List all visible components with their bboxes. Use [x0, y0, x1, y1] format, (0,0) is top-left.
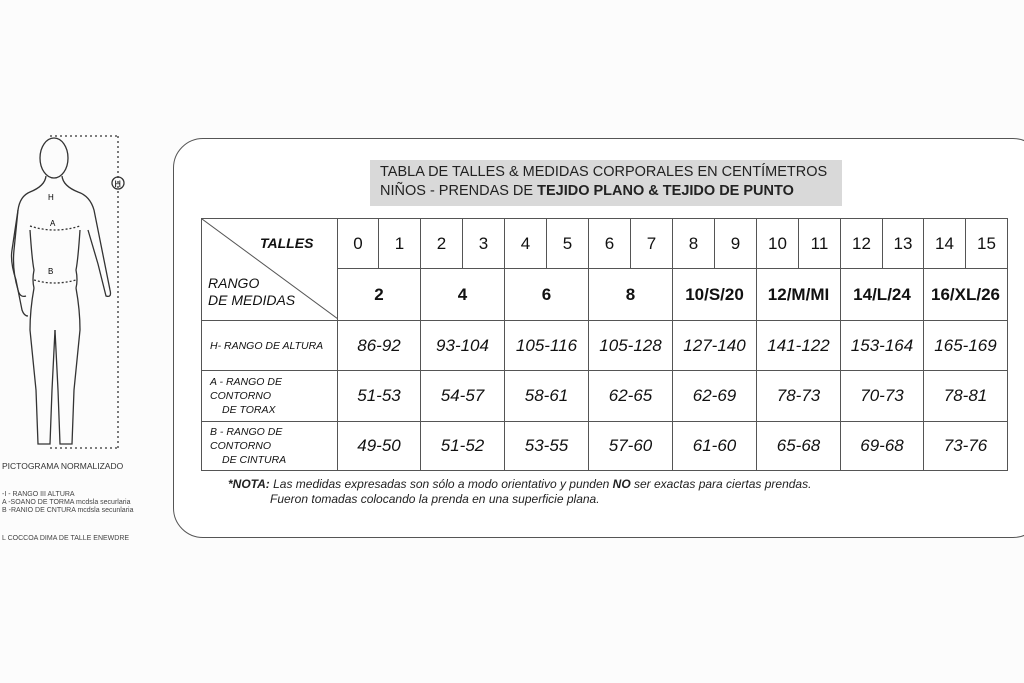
row-label-line-1: H- RANGO DE ALTURA — [210, 339, 324, 352]
size-cell: 12 — [841, 219, 883, 269]
footnote-line-1 — [228, 477, 811, 492]
title-line-2 — [380, 182, 842, 201]
value-cell: 93-104 — [421, 321, 505, 371]
table-row — [202, 321, 1008, 371]
note-text-a: Las medidas expresadas son sólo a modo orientativo y punden — [269, 477, 613, 491]
pictogram-caption: PICTOGRAMA NORMALIZADO — [2, 461, 124, 471]
value-cell: 51-52 — [421, 422, 505, 471]
size-cell: 15 — [966, 219, 1008, 269]
size-cell: 6 — [589, 219, 631, 269]
value-cell: 165-169 — [924, 321, 1008, 371]
row-label-line-2: DE CINTURA — [222, 454, 287, 466]
size-cell: 11 — [799, 219, 841, 269]
size-cell: 2 — [421, 219, 463, 269]
group-cell: 10/S/20 — [673, 269, 757, 321]
size-table — [201, 218, 1008, 471]
legend-item: -I - RANGO III ALTURA — [2, 491, 75, 498]
table-row — [202, 371, 1008, 422]
size-cell: 7 — [631, 219, 673, 269]
group-cell: 4 — [421, 269, 505, 321]
footnote-line-2: Fueron tomadas colocando la prenda en una superficie plana. — [270, 492, 600, 506]
legend-item: A -SOANO DE TORMA mcdsla securlaria — [2, 499, 131, 506]
pictogram-legend — [2, 491, 133, 515]
size-cell: 13 — [883, 219, 924, 269]
value-cell: 153-164 — [841, 321, 924, 371]
row-label — [202, 321, 338, 371]
marker-b: B — [48, 267, 54, 276]
legend-item: B -RANIO DE CNTURA mcdsla secunlaria — [2, 507, 134, 514]
height-marker: H — [114, 179, 121, 189]
note-text-b: ser exactas para ciertas prendas. — [630, 477, 812, 491]
rango-header-line-1: RANGO — [208, 275, 260, 291]
value-cell: 65-68 — [757, 422, 841, 471]
size-cell: 8 — [673, 219, 715, 269]
value-cell: 73-76 — [924, 422, 1008, 471]
value-cell: 53-55 — [505, 422, 589, 471]
group-cell: 8 — [589, 269, 673, 321]
table-row-talles — [202, 219, 1008, 269]
title-line-1: TABLA DE TALLES & MEDIDAS CORPORALES EN CENTÍMETROS — [380, 164, 828, 180]
size-cell: 10 — [757, 219, 799, 269]
group-cell: 2 — [338, 269, 421, 321]
row-label-line-1: A - RANGO DE CONTORNO — [210, 376, 282, 402]
size-cell: 14 — [924, 219, 966, 269]
value-cell: 61-60 — [673, 422, 757, 471]
row-label-line-2: DE TORAX — [222, 404, 276, 416]
legend-footnote: L COCCOA DIMA DE TALLE ENEWDRE — [2, 535, 130, 542]
body-pictogram — [0, 130, 150, 460]
row-label-line-1: B - RANGO DE CONTORNO — [210, 426, 283, 452]
size-cell: 0 — [338, 219, 379, 269]
table-row — [202, 422, 1008, 471]
value-cell: 127-140 — [673, 321, 757, 371]
footnote — [228, 477, 811, 507]
value-cell: 49-50 — [338, 422, 421, 471]
rango-header — [208, 275, 295, 309]
value-cell: 105-128 — [589, 321, 673, 371]
row-label — [202, 371, 338, 422]
value-cell: 62-65 — [589, 371, 673, 422]
value-cell: 51-53 — [338, 371, 421, 422]
size-cell: 4 — [505, 219, 547, 269]
value-cell: 69-68 — [841, 422, 924, 471]
corner-header-cell — [202, 219, 338, 321]
size-cell: 1 — [379, 219, 421, 269]
size-cell: 9 — [715, 219, 757, 269]
chart-title — [370, 160, 842, 206]
group-cell: 12/M/MI — [757, 269, 841, 321]
title-line-2-bold: TEJIDO PLANO & TEJIDO DE PUNTO — [537, 183, 794, 199]
title-line-2-prefix: NIÑOS - PRENDAS DE — [380, 183, 538, 199]
value-cell: 70-73 — [841, 371, 924, 422]
group-cell: 14/L/24 — [841, 269, 924, 321]
rango-header-line-2: DE MEDIDAS — [208, 292, 296, 308]
value-cell: 78-81 — [924, 371, 1008, 422]
value-cell: 58-61 — [505, 371, 589, 422]
size-cell: 5 — [547, 219, 589, 269]
value-cell: 86-92 — [338, 321, 421, 371]
value-cell: 57-60 — [589, 422, 673, 471]
talles-header: TALLES — [260, 235, 314, 251]
group-cell: 6 — [505, 269, 589, 321]
value-cell: 78-73 — [757, 371, 841, 422]
note-bold-no: NO — [612, 477, 631, 491]
marker-a: A — [50, 219, 56, 228]
note-prefix: *NOTA: — [228, 477, 270, 491]
marker-h: H — [48, 193, 54, 202]
pictogram-area — [0, 130, 150, 560]
value-cell: 105-116 — [505, 321, 589, 371]
size-cell: 3 — [463, 219, 505, 269]
value-cell: 141-122 — [757, 321, 841, 371]
group-cell: 16/XL/26 — [924, 269, 1008, 321]
value-cell: 54-57 — [421, 371, 505, 422]
value-cell: 62-69 — [673, 371, 757, 422]
row-label — [202, 422, 338, 471]
